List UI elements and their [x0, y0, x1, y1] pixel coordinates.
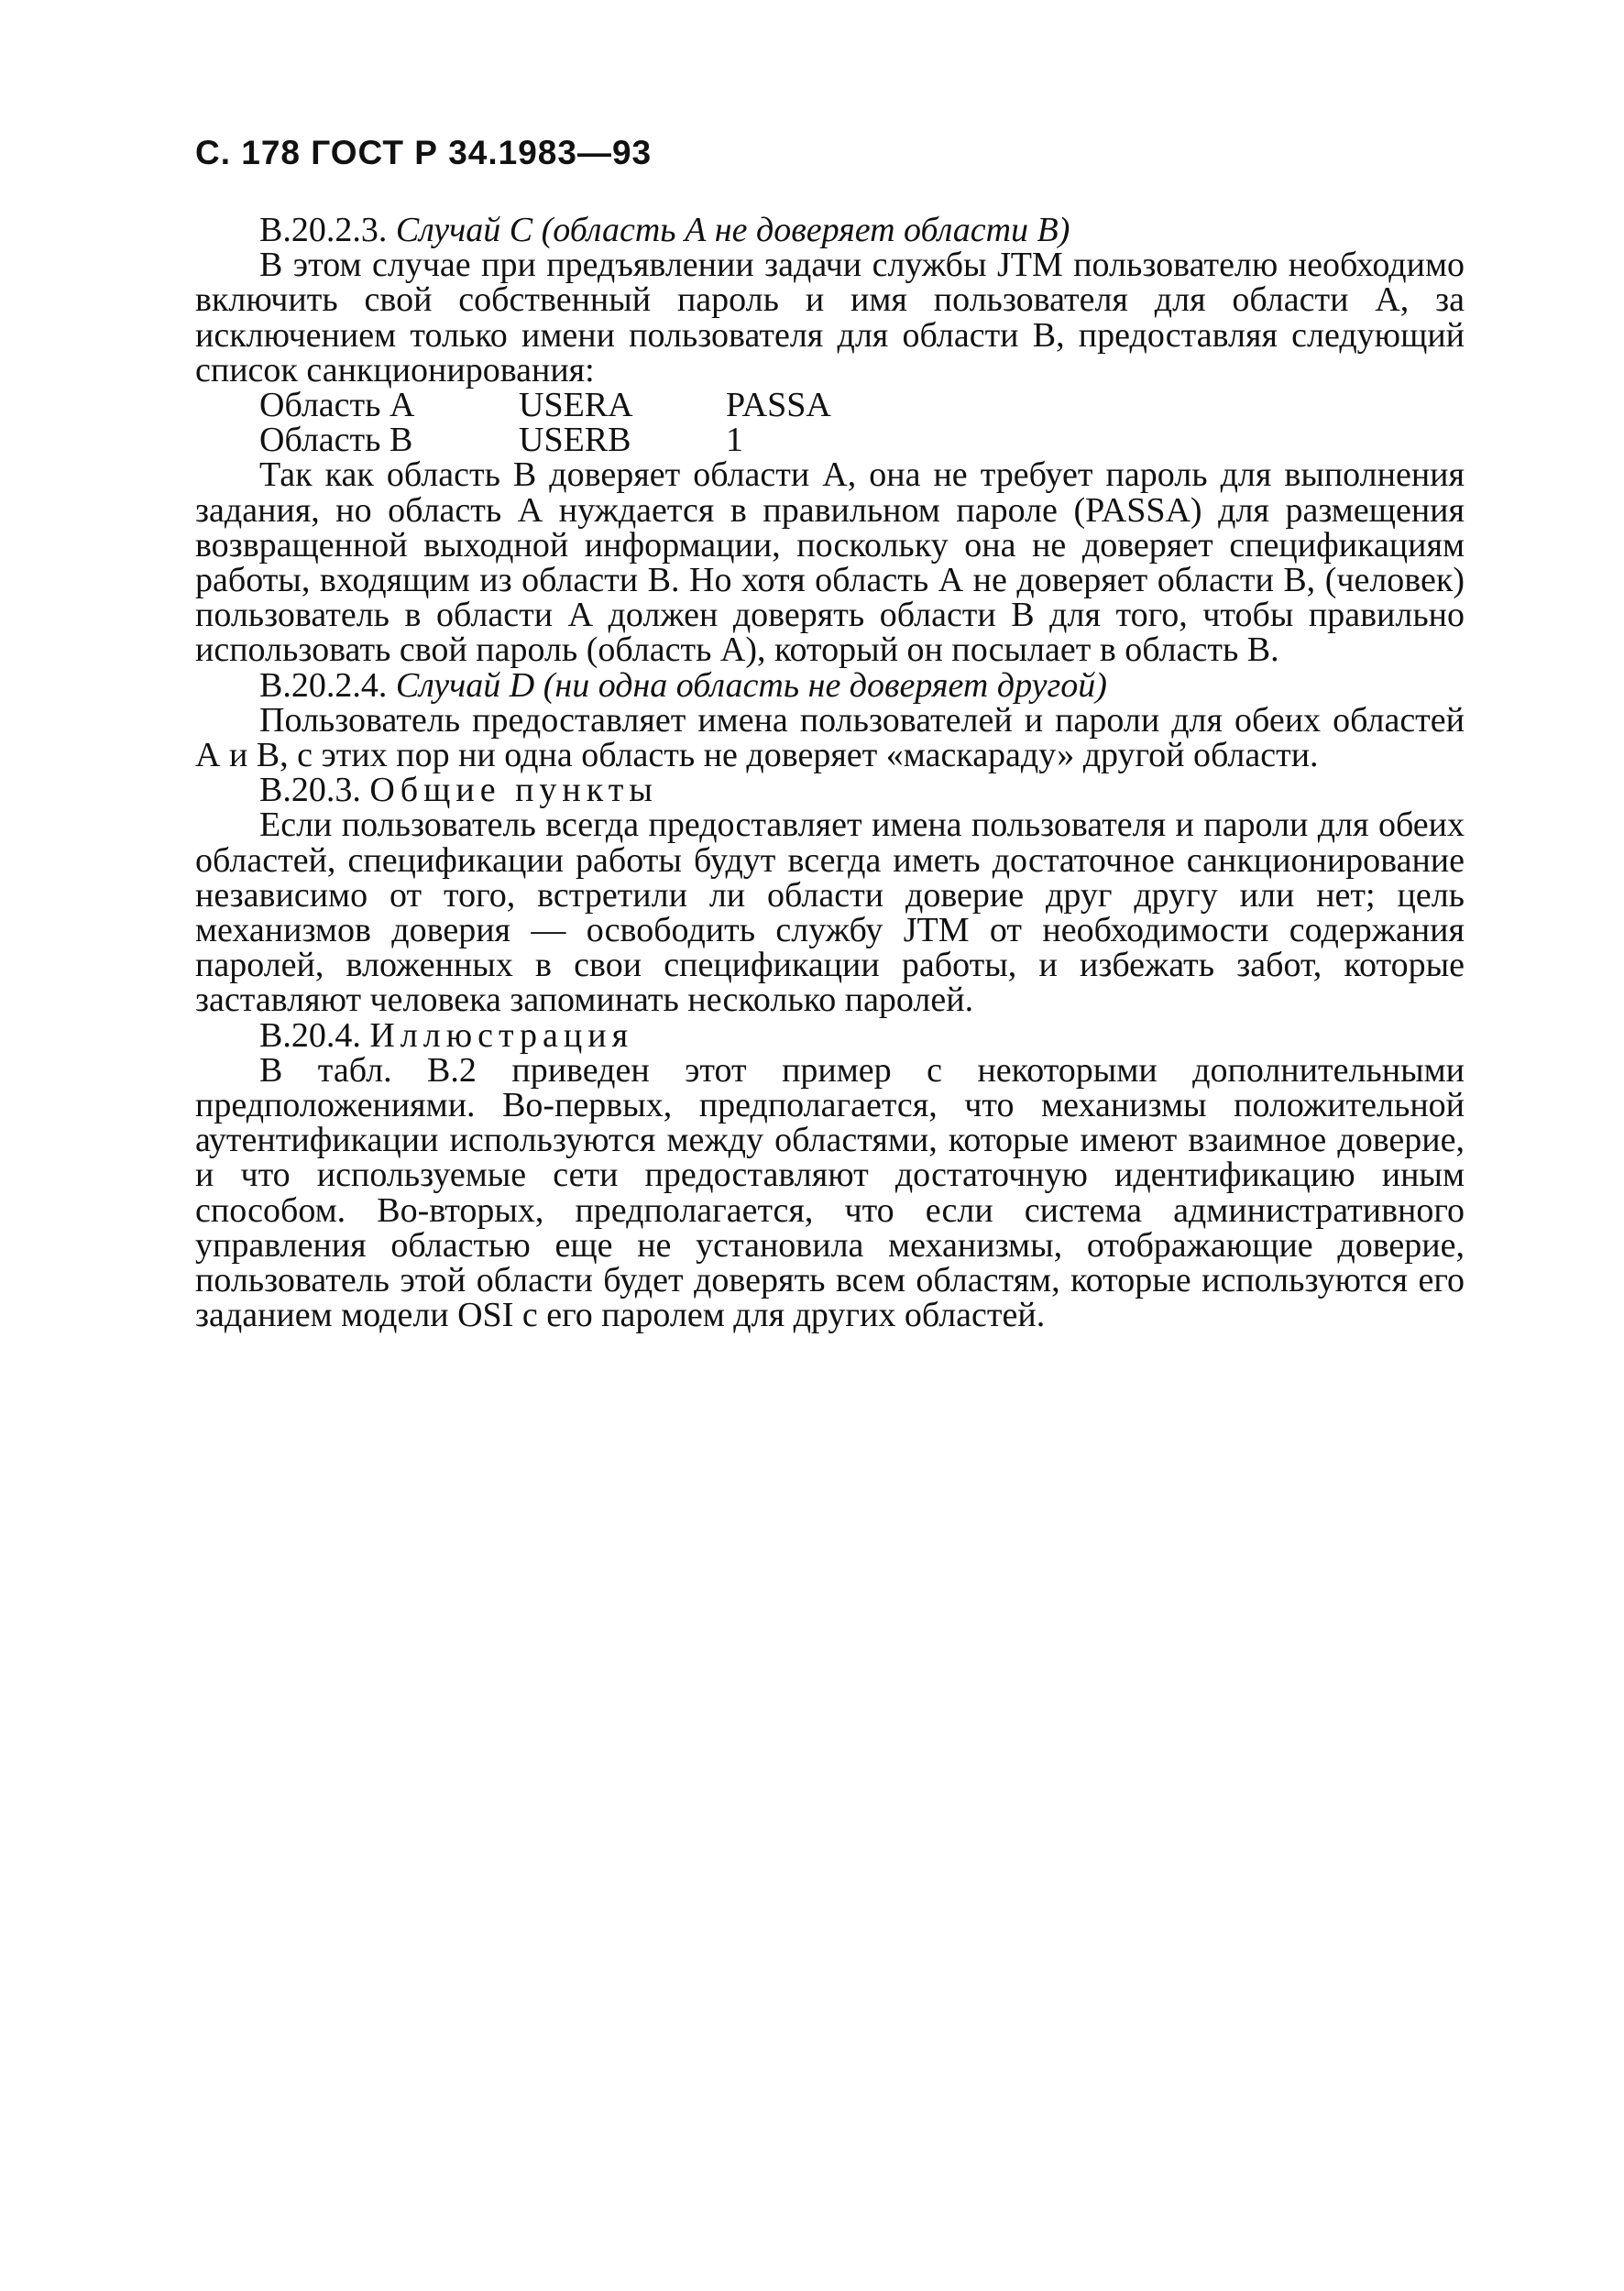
- paragraph: В табл. В.2 приведен этот пример с некоторыми дополнительными предположениями. Во-первых, предполагается, что механизмы положительной аутентификации используются между областями, которые имеют взаимное доверие, и что используемые сети предоставляют достаточную идентификацию иным способом. Во-вторых, предполагается, что если система административного управления областью еще не установила механизмы, отображающие доверие, пользователь этой области будет доверять всем областям, которые используются его заданием модели OSI с его паролем для других областей.: [195, 1050, 1465, 1335]
- section-number: В.20.2.4.: [259, 665, 388, 705]
- section-title: Случай D (ни одна область не доверяет другой): [395, 665, 1107, 705]
- section-heading-case-d: [195, 665, 1465, 705]
- document-body: [195, 213, 1465, 1333]
- section-heading-general: [195, 771, 1465, 810]
- paragraph: Если пользователь всегда предоставляет имена пользователя и пароли для обеих областей, спецификации работы будут всегда иметь достаточное санкционирование независимо от того, встретили ли области доверие друг другу или нет; цель механизмов доверия — освободить службу JTM от необходимости содержания паролей, вложенных в свои спецификации работы, и избежать забот, которые заставляют человека запоминать несколько паролей.: [195, 806, 1465, 1020]
- sanction-row: [259, 388, 909, 422]
- section-heading-illustration: [195, 1015, 1465, 1055]
- page-header: С. 178 ГОСТ Р 34.1983—93: [195, 134, 653, 171]
- area-cell: Область В: [259, 421, 413, 460]
- section-title: Иллюстрация: [369, 1015, 634, 1055]
- user-cell: USERB: [519, 421, 631, 460]
- paragraph: В этом случае при предъявлении задачи службы JTM пользователю необходимо включить свой собственный пароль и имя пользователя для области А, за исключением только имени пользователя для области В, предоставляя следующий список санкционирования:: [195, 246, 1465, 389]
- section-number: В.20.3.: [259, 771, 361, 810]
- user-cell: USERA: [519, 386, 633, 425]
- section-heading-case-c: [195, 213, 1465, 247]
- section-number: В.20.4.: [259, 1015, 361, 1055]
- section-title: Общие пункты: [369, 771, 658, 810]
- password-cell: 1: [726, 421, 743, 460]
- password-cell: PASSA: [726, 386, 831, 425]
- paragraph: Так как область В доверяет области А, она не требует пароль для выполнения задания, но область А нуждается в правильном пароле (PASSA) для размещения возвращенной выходной информации, поскольку она не доверяет спецификациям работы, входящим из области В. Но хотя область А не доверяет области В, (человек) пользователь в области А должен доверять области В для того, чтобы правильно использовать свой пароль (область А), который он посылает в область В.: [195, 455, 1465, 670]
- section-title: Случай С (область А не доверяет области В): [395, 211, 1070, 249]
- sanction-row: [259, 422, 909, 457]
- sanction-list: [259, 386, 909, 460]
- area-cell: Область А: [259, 386, 415, 425]
- paragraph: Пользователь предоставляет имена пользователей и пароли для обеих областей А и В, с этих пор ни одна область не доверяет «маскараду» другой области.: [195, 700, 1465, 775]
- section-number: В.20.2.3.: [259, 211, 388, 249]
